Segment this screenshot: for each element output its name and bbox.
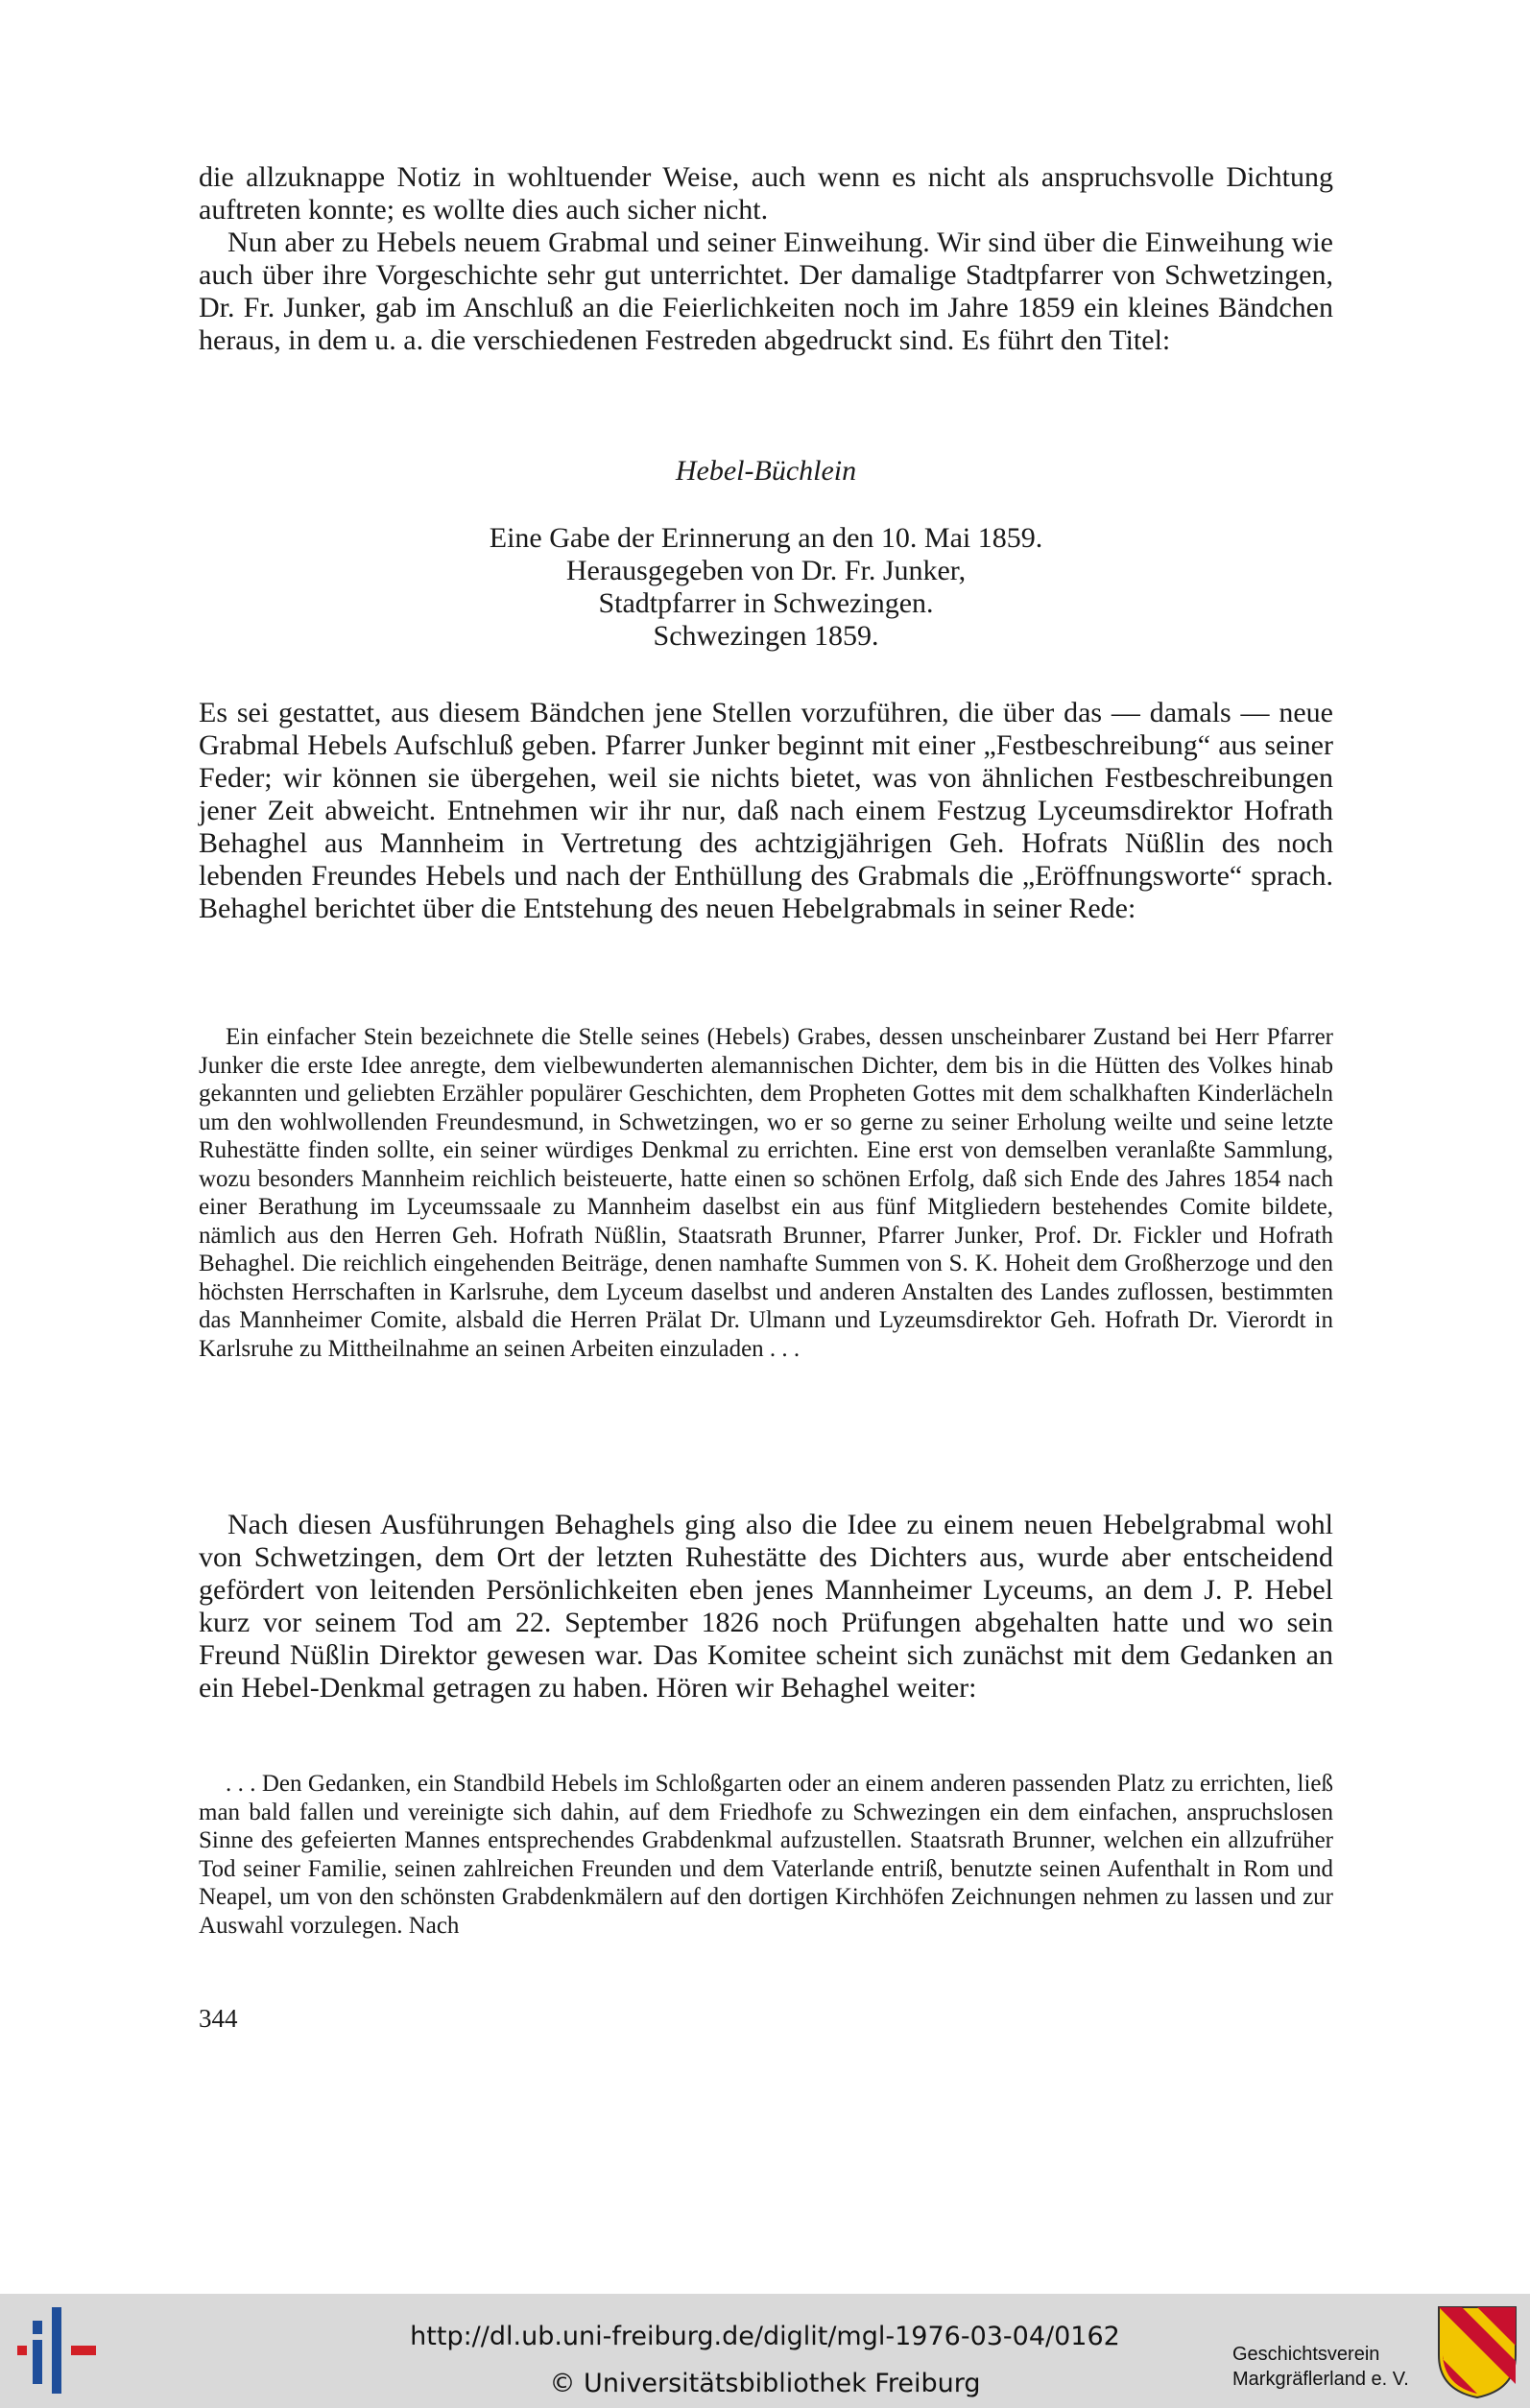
- imprint-line-2: Herausgegeben von Dr. Fr. Junker,: [565, 555, 967, 586]
- paragraph-2: Nun aber zu Hebels neuem Grabmal und seiner Einweihung. Wir sind über die Einweihung wie auch über ihre Vorgeschichte sehr gut unterrichtet. Der damalige Stadtpfarrer von Schwetzingen, Dr. Fr. Junker, gab im Anschluß an die Feierlichkeiten noch im Jahre 1859 ein kleines Bändchen heraus, in dem u. a. die verschiedenen Festreden abgedruckt sind. Es führt den Titel:: [199, 226, 1333, 356]
- page-number: 344: [199, 2004, 238, 2033]
- coat-of-arms-icon: [1435, 2303, 1519, 2399]
- paragraph-block-1: [199, 161, 1333, 357]
- footer-url-link[interactable]: http://dl.ub.uni-freiburg.de/diglit/mgl-1976-03-04/0162: [410, 2322, 1120, 2351]
- paragraph-block-2: [199, 697, 1333, 925]
- imprint-line-3: Stadtpfarrer in Schwezingen.: [598, 587, 934, 619]
- quote-block-1: [199, 1023, 1333, 1363]
- footer-organization: [1232, 2342, 1444, 2392]
- paragraph-block-3: [199, 1509, 1333, 1705]
- org-name-line-2: Markgräflerland e. V.: [1232, 2369, 1409, 2390]
- book-imprint: [199, 522, 1333, 653]
- quote-1: Ein einfacher Stein bezeichnete die Stelle seines (Hebels) Grabes, dessen unscheinbarer Zustand bei Herr Pfarrer Junker die erste Idee anregte, dem vielbewunderten alemannischen Dichter, dem bis in die Hütten des Volkes hinab gekannten und geliebten Erzähler populärer Geschichten, dem Propheten Gottes mit dem schalkhaften Kinderlächeln um den wohlwollenden Freundesmund, in Schwetzingen, wo er so gerne zu seiner Erholung weilte und seine letzte Ruhestätte finden sollte, ein seiner würdiges Denkmal zu errichten. Eine erst von demselben veranlaßte Sammlung, wozu besonders Mannheim reichlich beisteuerte, hatte einen so schönen Erfolg, daß sich Ende des Jahres 1854 nach einer Berathung im Lyceumssaale zu Mannheim daselbst ein aus fünf Mitgliedern bestehendes Comite bildete, nämlich aus den Herren Geh. Hofrath Nüßlin, Staatsrath Brunner, Pfarrer Junker, Prof. Dr. Fickler und Hofrath Behaghel. Die reichlich eingehenden Beiträge, denen namhafte Summen von S. K. Hoheit dem Großherzoge und den höchsten Herrschaften in Karlsruhe, dem Lyceum daselbst und anderen Anstalten des Landes zuflossen, bestimmten das Mannheimer Comite, alsbald die Herren Prälat Dr. Ulmann und Lyzeumsdirektor Geh. Hofrath Dr. Vierordt in Karlsruhe zu Mittheilnahme an seinen Arbeiten einzuladen . . .: [199, 1024, 1333, 1362]
- book-title-block: [199, 455, 1333, 488]
- imprint-line-4: Schwezingen 1859.: [653, 620, 879, 652]
- quote-2: . . . Den Gedanken, ein Standbild Hebels im Schloßgarten oder an einem anderen passenden Platz zu errichten, ließ man bald fallen und vereinigte sich dahin, auf dem Friedhofe zu Schwezingen ein dem einfachen, anspruchslosen Sinne des gefeierten Mannes entsprechendes Grabdenkmal aufzustellen. Staatsrath Brunner, welchen ein allzufrüher Tod seiner Familie, seinen zahlreichen Freunden und dem Vaterlande entriß, benutzte seinen Aufenthalt in Rom und Neapel, um von den schönsten Grabdenkmälern auf den dortigen Kirchhöfen Zeichnungen nehmen zu lassen und zur Auswahl vorzulegen. Nach: [199, 1771, 1333, 1939]
- paragraph-4: Nach diesen Ausführungen Behaghels ging also die Idee zu einem neuen Hebelgrabmal wohl von Schwetzingen, dem Ort der letzten Ruhestätte des Dichters aus, wurde aber entscheidend gefördert von leitenden Persönlichkeiten eben jenes Mannheimer Lyceums, an dem J. P. Hebel kurz vor seinem Tod am 22. September 1826 noch Prüfungen abgehalten hatte und wo sein Freund Nüßlin Direktor gewesen war. Das Komitee scheint sich zunächst mit dem Gedanken an ein Hebel-Denkmal getragen zu haben. Hören wir Behaghel weiter:: [199, 1509, 1333, 1704]
- paragraph-3: Es sei gestattet, aus diesem Bändchen jene Stellen vorzuführen, die über das — damals — neue Grabmal Hebels Aufschluß geben. Pfarrer Junker beginnt mit einer „Festbeschreibung“ aus seiner Feder; wir können sie übergehen, weil sie nichts bietet, was von ähnlichen Festbeschreibungen jener Zeit abweicht. Entnehmen wir ihr nur, daß nach einem Festzug Lyceumsdirektor Hofrath Behaghel aus Mannheim in Vertretung des achtzigjährigen Geh. Hofrats Nüßlin des noch lebenden Freundes Hebels und nach der Enthüllung des Grabmals die „Eröffnungsworte“ sprach. Behaghel berichtet über die Entstehung des neuen Hebelgrabmals in seiner Rede:: [199, 697, 1333, 924]
- book-title: Hebel-Büchlein: [675, 455, 857, 487]
- footer-copyright: © Universitätsbibliothek Freiburg: [549, 2369, 981, 2398]
- quote-block-2: [199, 1770, 1333, 1940]
- org-name-line-1: Geschichtsverein: [1232, 2344, 1380, 2365]
- imprint-line-1: Eine Gabe der Erinnerung an den 10. Mai 1859.: [489, 522, 1043, 554]
- paragraph-1: die allzuknappe Notiz in wohltuender Weise, auch wenn es nicht als anspruchsvolle Dichtung auftreten konnte; es wollte dies auch sicher nicht.: [199, 161, 1333, 226]
